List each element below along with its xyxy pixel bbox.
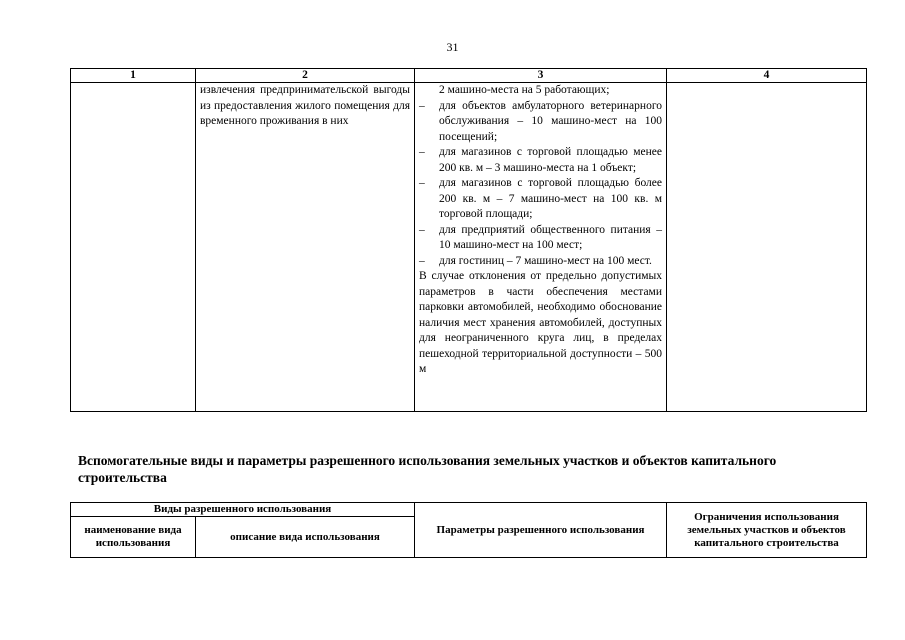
params-header: Параметры разрешенного использования (415, 503, 667, 558)
column-number-row (71, 69, 867, 83)
parameters-paragraph: В случае отклонения от предельно допустимых параметров в части обеспечения местами парковки автомобилей, необходимо обоснование наличия мест хранения автомобилей, доступных для неограниченного круга лиц, в пределах пешеходной территориальной доступности – 500 м (419, 270, 662, 375)
sub-header-description: описание вида использования (196, 517, 415, 558)
parameters-cell (415, 83, 667, 412)
parameters-list (419, 99, 662, 270)
column-number: 4 (667, 69, 867, 83)
parameters-first-line: 2 машино-места на 5 работающих; (439, 84, 610, 96)
cell-empty (667, 83, 867, 412)
limits-header: Ограничения использования земельных участков и объектов капитального строительства (667, 503, 867, 558)
column-number: 1 (71, 69, 196, 83)
group-header: Виды разрешенного использования (71, 503, 415, 517)
column-number: 2 (196, 69, 415, 83)
sub-header-name: наименование вида использования (71, 517, 196, 558)
use-description-cell: извлечения предпринимательской выгоды из предоставления жилого помещения для временного проживания в них (196, 83, 415, 412)
table-row (71, 83, 867, 412)
column-number: 3 (415, 69, 667, 83)
auxiliary-uses-table (70, 502, 867, 558)
list-item: – для предприятий общественного питания – 10 машино-мест на 100 мест; (419, 223, 662, 254)
cell-empty (71, 83, 196, 412)
list-item: – для магазинов с торговой площадью менее 200 кв. м – 3 машино-места на 1 объект; (419, 145, 662, 176)
list-item: – для гостиниц – 7 машино-мест на 100 мест. (419, 254, 662, 270)
list-item: – для магазинов с торговой площадью более 200 кв. м – 7 машино-мест на 100 кв. м торговой площади; (419, 176, 662, 223)
page-number: 31 (446, 40, 459, 54)
section-title: Вспомогательные виды и параметры разрешенного использования земельных участков и объектов капитального строительства (78, 453, 777, 485)
list-item: – для объектов амбулаторного ветеринарного обслуживания – 10 машино-мест на 100 посещений; (419, 99, 662, 146)
header-row (71, 503, 867, 517)
continuation-table (70, 68, 867, 412)
